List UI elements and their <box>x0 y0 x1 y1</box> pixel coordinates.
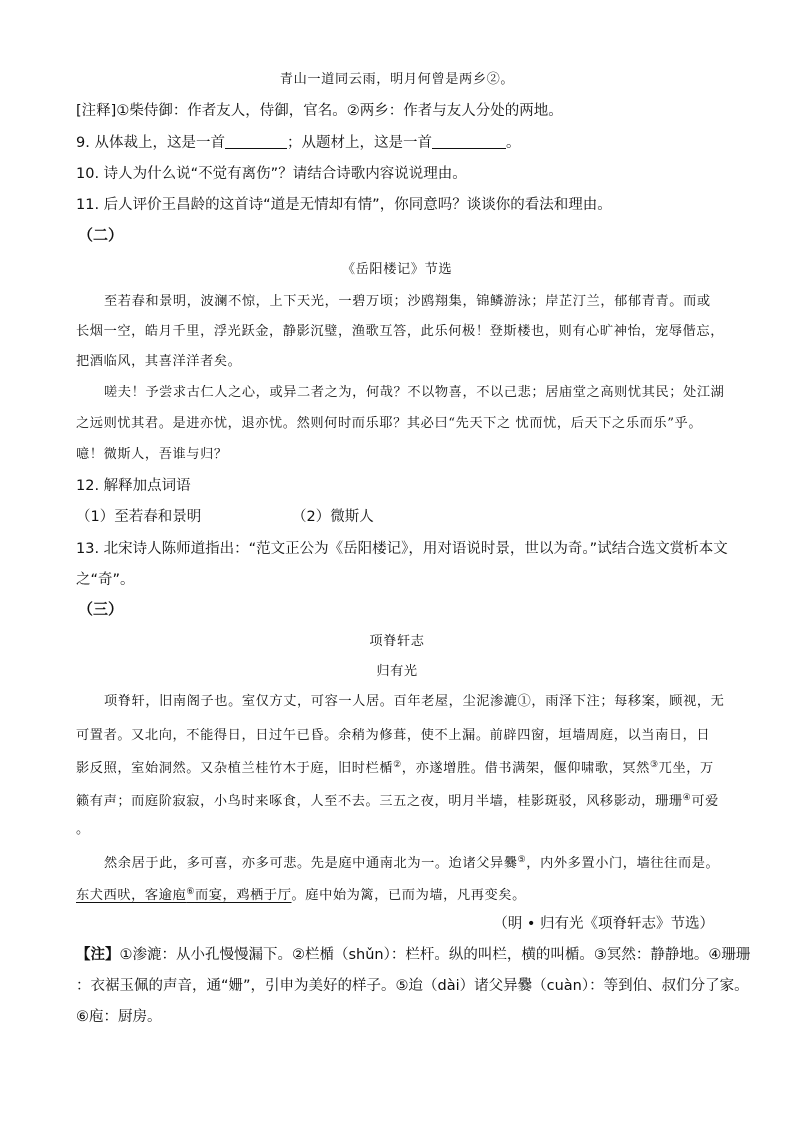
yueyang-p2-line2: 之远则忧其君。是进亦忧，退亦忧。然则何时而乐耶？其必曰“先天下之 忧而忧，后天下之乐而乐”乎。 <box>76 416 703 431</box>
notes-line2: ：衣裾玉佩的声音，通“姗”，引申为美好的样子。⑤迨（dài）诸父异爨（cuàn）：等到伯、叔们分了家。 <box>76 978 749 994</box>
footnote-mark-6: ⑥ <box>186 887 195 897</box>
section-2-label: （二） <box>78 226 124 244</box>
section-3-author: 归有光 <box>376 664 418 679</box>
notes-line1: 【注】①渗漉：从小孔慢慢漏下。②栏楯（shǔn）：栏杆。纵的叫栏，横的叫楯。③冥然：静静地。④珊珊 <box>76 947 751 963</box>
question-12: 12. 解释加点词语 <box>76 478 191 494</box>
question-9-part-c: 。 <box>505 135 521 151</box>
underlined-sentence: 东犬西吠，客逾庖⑥而宴，鸡栖于厅 <box>76 887 292 903</box>
yueyang-p1-line1: 至若春和景明，波澜不惊，上下天光，一碧万顷；沙鸥翔集，锦鳞游泳；岸芷汀兰，郁郁青青。而或 <box>104 294 711 309</box>
xiangji-p1-line1: 项脊轩，旧南阁子也。室仅方丈，可容一人居。百年老屋，尘泥渗漉①，雨泽下注；每移案，顾视，无 <box>104 694 725 709</box>
xiangji-p1-line3: 影反照，室始洞然。又杂植兰桂竹木于庭，旧时栏楯②，亦遂增胜。借书满架，偃仰啸歌，冥然③兀坐，万 <box>76 760 714 776</box>
source-citation: （明 • 归有光《项脊轩志》节选） <box>493 916 714 932</box>
xiangji-p1-line5: 。 <box>76 822 90 837</box>
yueyang-p1-line2: 长烟一空，皓月千里，浮光跃金，静影沉璧，渔歌互答，此乐何极！登斯楼也，则有心旷神怡，宠辱偕忘， <box>76 324 725 339</box>
question-11: 11. 后人评价王昌龄的这首诗“道是无情却有情”，你同意吗？谈谈你的看法和理由。 <box>76 197 612 213</box>
footnote-mark-2: ② <box>393 760 402 770</box>
poem-last-line: 青山一道同云雨，明月何曾是两乡②。 <box>279 72 515 87</box>
yueyang-p2-line3: 噫！微斯人，吾谁与归？ <box>76 447 228 462</box>
xiangji-p2-line1: 然余居于此，多可喜，亦多可悲。先是庭中通南北为一。迨诸父异爨⑤，内外多置小门，墙往往而是。 <box>104 855 720 871</box>
answer-blank-genre[interactable] <box>225 134 287 149</box>
question-9-part-a: 9. 从体裁上，这是一首 <box>76 135 225 151</box>
footnote-mark-4: ④ <box>682 793 692 803</box>
footnote-mark-3: ③ <box>649 760 659 770</box>
section-3-title: 项脊轩志 <box>369 634 425 649</box>
poem-annotation: [注释]①柴侍御：作者友人，侍御，官名。②两乡：作者与友人分处的两地。 <box>76 103 563 119</box>
answer-blank-subject[interactable] <box>432 134 506 149</box>
question-13-line2: 之“奇”。 <box>76 572 135 588</box>
question-9 <box>76 131 520 152</box>
question-13-line1: 13. 北宋诗人陈师道指出：“范文正公为《岳阳楼记》，用对语说时景，世以为奇。”试结合选文赏析本文 <box>76 541 728 557</box>
xiangji-p1-line4: 籁有声；而庭阶寂寂，小鸟时来啄食，人至不去。三五之夜，明月半墙，桂影斑驳，风移影动，珊珊④可爱 <box>76 793 719 809</box>
notes-line3: ⑥庖：厨房。 <box>76 1009 162 1025</box>
question-12-item-2: （2）微斯人 <box>292 509 374 525</box>
xiangji-p1-line2: 可置者。又北向，不能得日，日过午已昏。余稍为修葺，使不上漏。前辟四窗，垣墙周庭，以当南日，日 <box>76 728 711 743</box>
question-9-part-b: ；从题材上，这是一首 <box>286 135 432 151</box>
xiangji-p2-line2: 东犬西吠，客逾庖⑥而宴，鸡栖于厅。庭中始为篱，已而为墙，凡再变矣。 <box>76 887 526 903</box>
question-10: 10. 诗人为什么说“不觉有离伤”？请结合诗歌内容说说理由。 <box>76 166 467 182</box>
section-3-label: （三） <box>78 600 124 618</box>
footnote-mark-5: ⑤ <box>517 855 527 865</box>
yueyang-p1-line3: 把酒临风，其喜洋洋者矣。 <box>76 354 242 369</box>
section-2-title: 《岳阳楼记》节选 <box>341 262 453 277</box>
yueyang-p2-line1: 嗟夫！予尝求古仁人之心，或异二者之为，何哉？不以物喜，不以己悲；居庙堂之高则忧其民；处江湖 <box>104 385 725 400</box>
question-12-item-1: （1）至若春和景明 <box>76 509 202 525</box>
notes-label: 【注】 <box>76 947 120 963</box>
